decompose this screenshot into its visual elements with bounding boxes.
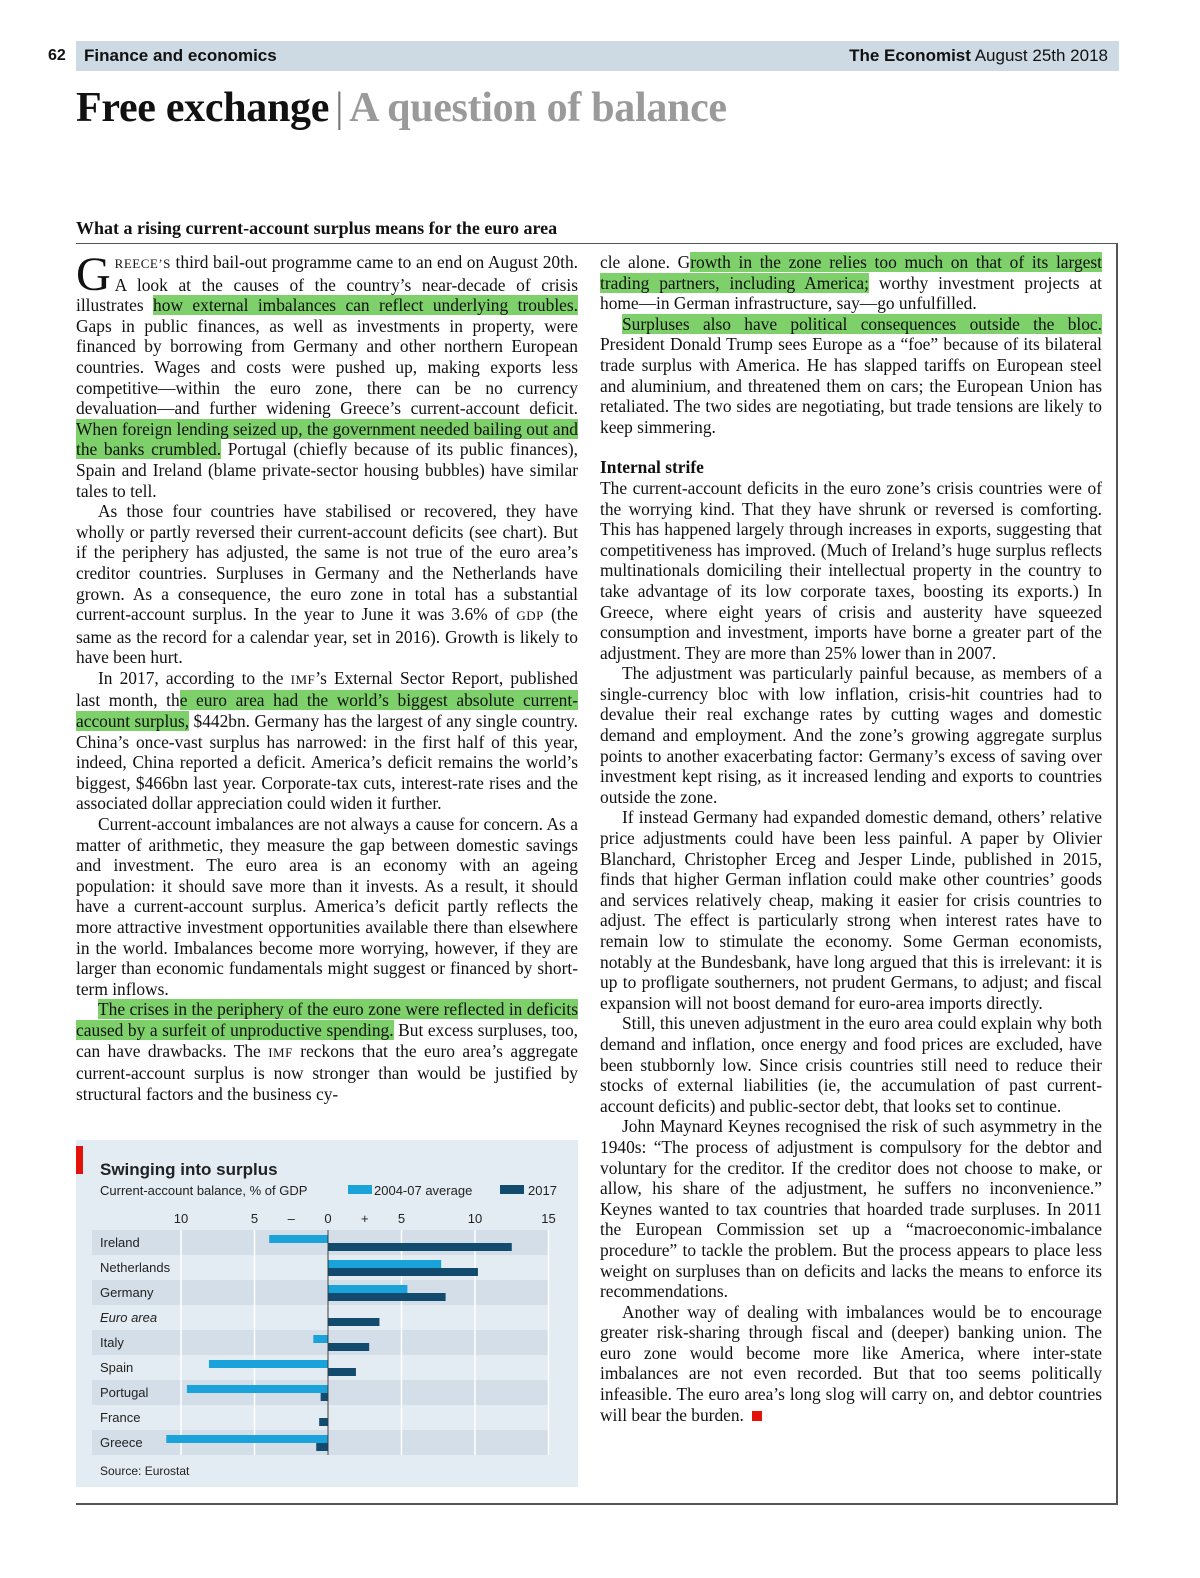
- bar: [209, 1360, 328, 1368]
- legend-label: 2017: [528, 1183, 557, 1198]
- bar-chart: [76, 1140, 578, 1487]
- end-mark-icon: [752, 1411, 762, 1421]
- highlight: Surpluses also have political consequences outside the bloc.: [622, 313, 1102, 334]
- legend-swatch: [348, 1185, 372, 1194]
- highlight: When foreign lending seized up, the government needed bailing out and the banks crumbled.: [76, 418, 578, 460]
- bar: [328, 1343, 369, 1351]
- paragraph: Surpluses also have political consequences outside the bloc. President Donald Trump sees Europe as a “foe” because of its bilateral trade surplus with America. He has slapped tariffs on European steel and aluminium, and threatened them on cars; the European Union has retaliated. The two sides are negotiating, but trade tensions are likely to keep simmering.: [600, 313, 1102, 437]
- category-label: Euro area: [100, 1310, 158, 1325]
- paragraph: Current-account imbalances are not always a cause for concern. As a matter of arithmetic, they measure the gap between domestic savings and investment. The euro area is an economy with an ageing population: it should save more than it invests. As a result, it should have a current-account surplus. America’s deficit partly reflects the more attractive investment opportunities available there than elsewhere in the world. Imbalances become more worrying, however, if they are larger than economic fundamentals might suggest or financed by short-term inflows.: [76, 814, 578, 999]
- article-title: [76, 84, 727, 132]
- bar: [269, 1235, 328, 1243]
- legend-swatch: [500, 1185, 524, 1194]
- bar: [328, 1243, 512, 1251]
- paragraph: John Maynard Keynes recognised the risk of such asymmetry in the 1940s: “The process of adjustment is compulsory for the debtor and voluntary for the creditor. If the creditor does not choose to make, or allow, his share of the adjustment, he suffers no inconvenience.” Keynes wanted to tax countries that hoarded trade surpluses. In 2011 the European Commission set up a “macroeconomic-imbalance procedure” to tackle the problem. But the process appears to place less weight on surpluses than on deficits and lacks the means to enforce its recommendations.: [600, 1116, 1102, 1302]
- category-label: Portugal: [100, 1385, 149, 1400]
- chart-subtitle: Current-account balance, % of GDP: [100, 1183, 308, 1198]
- category-label: Netherlands: [100, 1260, 171, 1275]
- chart-panel: [76, 1140, 578, 1487]
- subheading: Internal strife: [600, 457, 704, 478]
- issue-date: August 25th 2018: [974, 46, 1108, 65]
- bar: [328, 1293, 446, 1301]
- highlight: rowth in the zone relies too much on that of its largest trading partners, including America;: [600, 252, 1102, 293]
- legend-label: 2004-07 average: [374, 1183, 473, 1198]
- bar: [328, 1268, 478, 1276]
- bar: [316, 1443, 328, 1451]
- tick-label: 5: [250, 1211, 259, 1226]
- page-number: 62: [48, 47, 66, 64]
- row-band: [92, 1280, 548, 1305]
- bar: [328, 1318, 379, 1326]
- highlight: The crises in the periphery of the euro zone were reflected in deficits caused by a surfeit of unproductive spending.: [76, 999, 578, 1040]
- category-label: France: [100, 1410, 141, 1425]
- bar: [328, 1260, 441, 1268]
- column-left: [76, 248, 578, 1104]
- tick-label: –: [287, 1211, 295, 1226]
- column-name: Free exchange: [76, 85, 330, 131]
- bar: [313, 1335, 328, 1343]
- paragraph: Still, this uneven adjustment in the euro area could explain why both demand and inflation, once energy and food prices are excluded, have been stubbornly low. Since crisis countries still need to reduce their stocks of external liabilities (ie, the accumulation of past current-account deficits) and public-sector debt, that looks set to continue.: [600, 1013, 1102, 1116]
- masthead: [849, 46, 1108, 66]
- paragraph: As those four countries have stabilised or recovered, they have wholly or partly reversed their current-account deficits (see chart). But if the periphery has adjusted, the same is not true of the euro area’s creditor countries. Surpluses in Germany and the Netherlands have grown. As a consequence, the euro zone in total has a substantial current-account surplus. In the year to June it was 3.6% of GDP (the same as the record for a calendar year, set in 2016). Growth is likely to have been hurt.: [76, 501, 578, 668]
- paragraph: cle alone. Growth in the zone relies too much on that of its largest trading partners, including America; worthy investment projects at home—in German infrastructure, say—go unfulfilled.: [600, 252, 1102, 314]
- article-rubric: What a rising current-account surplus means for the euro area: [76, 218, 558, 238]
- tick-label: 10: [173, 1211, 189, 1226]
- section-name: Finance and economics: [84, 46, 277, 65]
- tick-label: 0: [324, 1211, 332, 1226]
- highlight: how external imbalances can reflect underlying troubles.: [153, 295, 578, 316]
- bar: [319, 1418, 328, 1426]
- category-label: Ireland: [100, 1235, 140, 1250]
- drop-cap: G: [76, 248, 111, 301]
- tick-label: +: [360, 1211, 369, 1226]
- bar: [187, 1385, 328, 1393]
- tick-label: 5: [397, 1211, 406, 1226]
- tick-label: 15: [541, 1211, 556, 1226]
- paragraph: Another way of dealing with imbalances would be to encourage greater risk-sharing through fiscal and (deeper) banking union. The euro zone would become more like America, where inter-state imbalances are not even recorded. But that too seems politically infeasible. The euro area’s long slog will carry on, and debtor countries will bear the burden.: [600, 1301, 1102, 1425]
- publication-name: The Economist: [849, 46, 971, 65]
- paragraph: The adjustment was particularly painful because, as members of a single-currency bloc with low inflation, crisis-hit countries had to devalue their real exchange rates by cutting wages and domestic demand and employment. And the zone’s growing aggregate surplus points to another exacerbating factor: Germany’s excess of saving over investment kept rising, as it increased lending and exports to countries outside the zone.: [600, 663, 1102, 807]
- bar: [328, 1368, 356, 1376]
- bar: [166, 1435, 328, 1443]
- chart-title: Swinging into surplus: [100, 1160, 278, 1179]
- tick-label: 10: [467, 1211, 483, 1226]
- category-label: Germany: [100, 1285, 154, 1300]
- bar: [321, 1393, 328, 1401]
- column-right: [600, 252, 1102, 1425]
- paragraph: If instead Germany had expanded domestic demand, others’ relative price adjustments could have been less painful. A paper by Olivier Blanchard, Christopher Erceg and Jesper Linde, published in 2015, finds that higher German inflation could make other countries’ goods and services relatively cheap, making it easier for crisis countries to adjust. The effect is particularly strong when interest rates have to remain low to stimulate the economy. Some German economists, notably at the Bundesbank, have long argued that this is irrelevant: it is up to profligate southerners, not prudent Germans, to adjust; and fiscal expansion will not boost demand for euro-area imports directly.: [600, 807, 1102, 1013]
- paragraph: The current-account deficits in the euro zone’s crisis countries were of the worrying kind. That they have shrunk or reversed is comforting. This has happened largely through increases in exports, suggesting that competitiveness has improved. (Much of Ireland’s huge surplus reflects multinationals domiciling their intellectual property in the country to take advantage of its low corporate taxes, boosting its exports.) In Greece, where eight years of crisis and austerity have squeezed consumption and investment, imports have borne a greater part of the adjustment. They are more than 25% lower than in 2007.: [600, 477, 1102, 663]
- category-label: Italy: [100, 1335, 124, 1350]
- paragraph: GREECE’S third bail-out programme came to an end on August 20th. A look at the causes of the country’s near-decade of crisis illustrates how external imbalances can reflect underlying troubles. Gaps in public finances, as well as investments in property, were financed by borrowing from Germany and other northern European countries. Wages and costs were pushed up, making exports less competitive—within the euro zone, there can be no currency devaluation—and further widening Greece’s current-account deficit. When foreign lending seized up, the government needed bailing out and the banks crumbled. Portugal (chiefly because of its public finances), Spain and Ireland (blame private-sector housing bubbles) have similar tales to tell.: [76, 248, 578, 501]
- category-label: Spain: [100, 1360, 134, 1375]
- paragraph: The crises in the periphery of the euro zone were reflected in deficits caused by a surfeit of unproductive spending. But excess surpluses, too, can have drawbacks. The IMF reckons that the euro area’s aggregate current-account surplus is now stronger than would be justified by structural factors and the business cy-: [76, 999, 578, 1104]
- chart-source: Source: Eurostat: [100, 1464, 190, 1478]
- category-label: Greece: [100, 1435, 143, 1450]
- paragraph: In 2017, according to the IMF’s External Sector Report, published last month, the euro area had the world’s biggest absolute current-account surplus, $442bn. Germany has the largest of any single country. China’s once-vast surplus has narrowed: in the first half of this year, indeed, China reported a deficit. America’s deficit remains the world’s biggest, $466bn last year. Corporate-tax cuts, interest-rate rises and the associated dollar appreciation could widen it further.: [76, 667, 578, 814]
- title-separator: |: [335, 85, 344, 131]
- bar: [328, 1285, 407, 1293]
- highlight: e euro area had the world’s biggest absolute current-account surplus,: [76, 690, 578, 732]
- article-headline: A question of balance: [349, 85, 727, 131]
